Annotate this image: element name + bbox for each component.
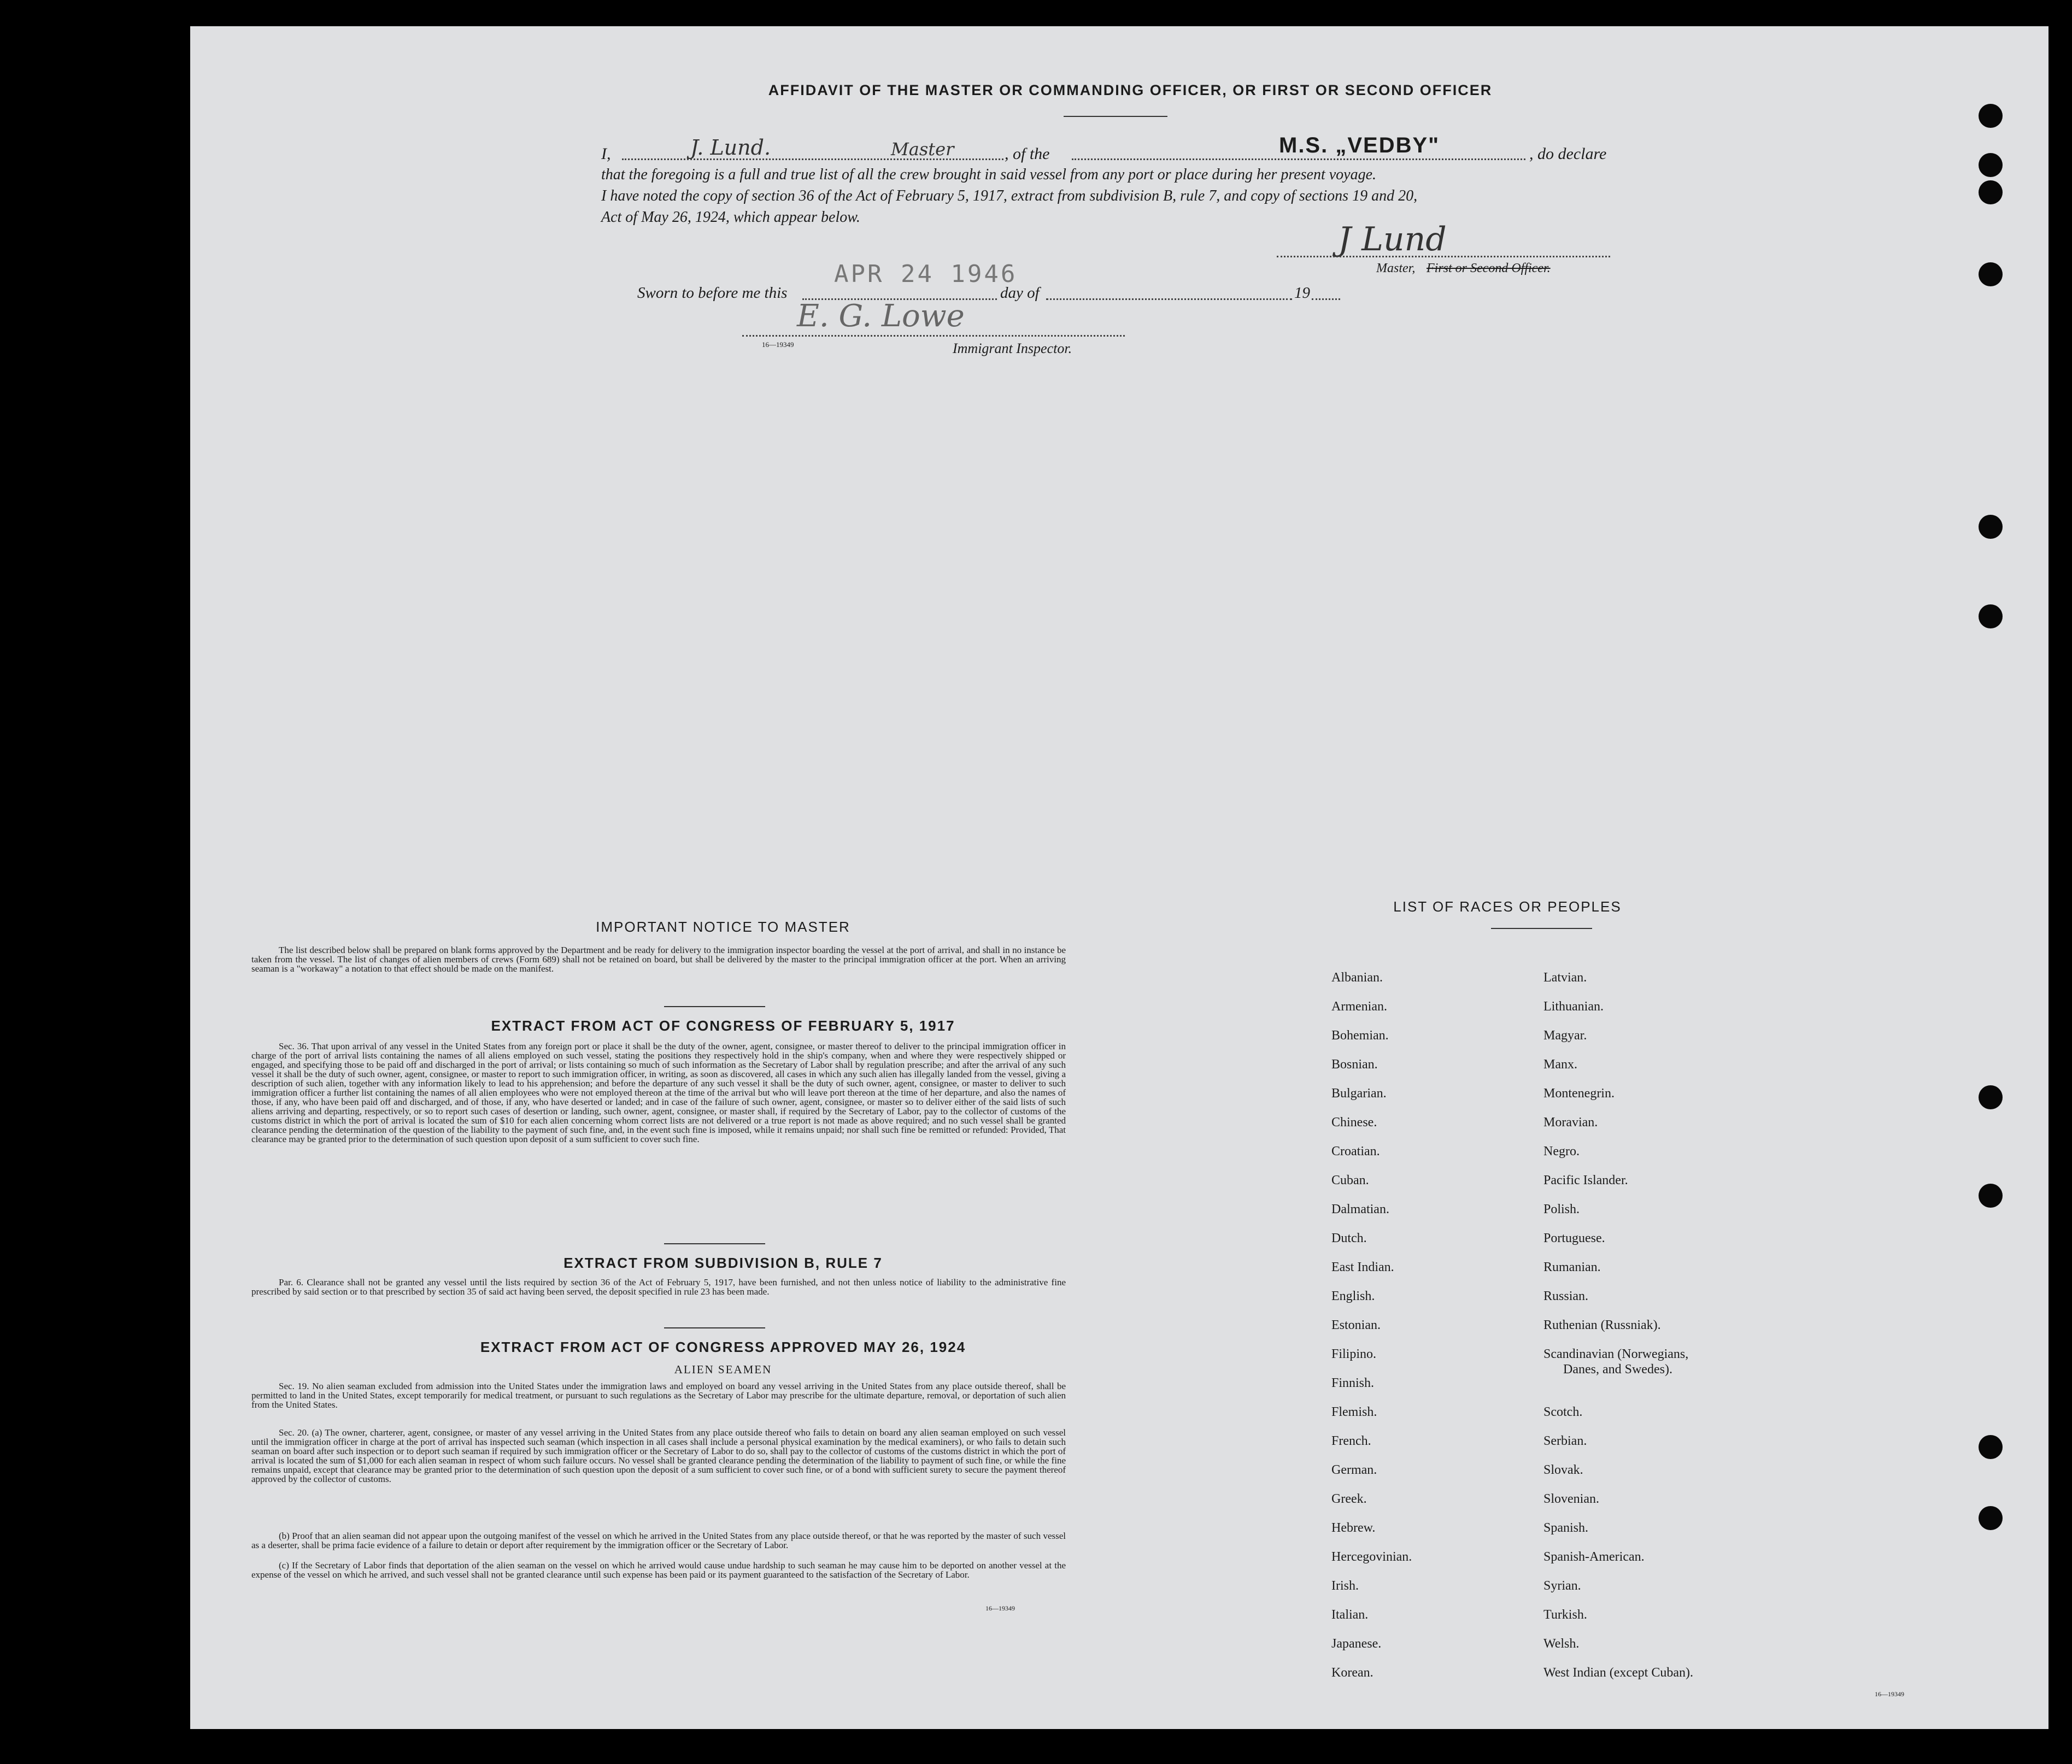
extract-rule7-text: Par. 6. Clearance shall not be granted any vessel until the lists required by section 36 of the Act of February 5, 1917, have been furnished, and not then unless notice of liability to the administrative fine prescribed by said section or to that prescribed by section 35 of said act having been served, the deposit specified in rule 23 has been made.: [251, 1277, 1066, 1297]
sec-19-text: Sec. 19. No alien seaman excluded from admission into the United States under the immigration laws and employed on board any vessel arriving in the United States from any place outside thereof, shall be permitted to land in the United States, except temporarily for medical treatment, or pursuant to such regulations as the Secretary of Labor may prescribe for the ultimate departure, removal, or deportation of such alien from the United States.: [251, 1381, 1066, 1410]
notice-text: The list described below shall be prepared on blank forms approved by the Department and be ready for delivery to the immigration inspector boarding the vessel at the port of arrival, and shall in no instance be taken from the vessel. The list of changes of alien members of crews (Form 689) shall not be retained on board, but shall be delivered by the master to the principal immigration officer at the port. When an arriving seaman is a "workaway" a notation to that effect should be made on the manifest.: [251, 945, 1066, 974]
race-item: Irish.: [1331, 1579, 1359, 1593]
race-item: Spanish.: [1543, 1521, 1589, 1535]
sec-20a-text: Sec. 20. (a) The owner, charterer, agent, consignee, or master of any vessel arriving in the United States from any place outside thereof who fails to detain on board any alien seaman employed on such vessel until the immigration officer in charge at the port of arrival has inspected such seaman (which inspection in all cases shall include a personal physical examination by the medical examiners), or who fails to detain such seaman on board after such inspection or to deport such seaman if required by such immigration officer or the Secretary of Labor to do so, shall pay to the collector of customs of the customs district in which the port of arrival is located the sum of $1,000 for each alien seaman in respect of whom such failure occurs. No vessel shall be granted clearance pending the determination of the liability to payment of such fine, or while the fine remains unpaid, except that clearance may be granted prior to the determination of such question upon the deposit of a sum sufficient to cover such fine, or of a bond with sufficient surety to secure the payment thereof approved by the collector of customs.: [251, 1427, 1066, 1484]
race-item: Lithuanian.: [1543, 999, 1604, 1014]
race-item: Slovak.: [1543, 1463, 1583, 1477]
master-signature: J Lund: [1338, 220, 1447, 258]
race-item-continuation: Danes, and Swedes).: [1563, 1362, 1672, 1377]
race-item: West Indian (except Cuban).: [1543, 1666, 1693, 1680]
binder-hole: [1979, 1085, 2003, 1109]
document-sheet: [190, 26, 2048, 1729]
year-line: [1312, 298, 1340, 300]
race-item: Dalmatian.: [1331, 1202, 1389, 1216]
affidavit-title: AFFIDAVIT OF THE MASTER OR COMMANDING OFFICER, OR FIRST OR SECOND OFFICER: [768, 82, 1493, 98]
race-item: Japanese.: [1331, 1637, 1382, 1651]
binder-hole: [1979, 180, 2003, 204]
master-name-handwriting: J. Lund.: [690, 136, 771, 160]
binder-hole: [1979, 262, 2003, 286]
races-divider: [1491, 928, 1592, 929]
notice-title: IMPORTANT NOTICE TO MASTER: [596, 919, 850, 935]
divider-2: [664, 1243, 765, 1244]
race-item: East Indian.: [1331, 1260, 1394, 1274]
form-number-right: 16—19349: [1875, 1690, 1904, 1698]
race-item: Scandinavian (Norwegians,: [1543, 1347, 1689, 1361]
race-item: Bohemian.: [1331, 1028, 1389, 1043]
sworn-label: Sworn to before me this: [637, 284, 788, 302]
race-item: Italian.: [1331, 1608, 1369, 1622]
race-item: Pacific Islander.: [1543, 1173, 1628, 1187]
master-signature-line: [1277, 256, 1610, 257]
race-item: Filipino.: [1331, 1347, 1377, 1361]
race-item: Slovenian.: [1543, 1492, 1599, 1506]
race-item: Cuban.: [1331, 1173, 1369, 1187]
rank-handwriting: Master: [891, 139, 954, 160]
vessel-name: M.S. „VEDBY": [1279, 133, 1440, 157]
race-item: Russian.: [1543, 1289, 1589, 1303]
title-divider: [1064, 116, 1167, 117]
race-item: Greek.: [1331, 1492, 1367, 1506]
form-number-left: 16—19349: [985, 1604, 1015, 1612]
race-item: German.: [1331, 1463, 1377, 1477]
binder-hole: [1979, 104, 2003, 128]
year-label: 19: [1294, 284, 1310, 302]
month-line: [1046, 298, 1292, 300]
race-item: Serbian.: [1543, 1434, 1587, 1448]
race-item: Magyar.: [1543, 1028, 1587, 1043]
of-the-label: , of the: [1005, 145, 1050, 163]
race-item: Finnish.: [1331, 1376, 1375, 1390]
race-item: Syrian.: [1543, 1579, 1581, 1593]
do-declare-label: , do declare: [1529, 145, 1607, 163]
race-item: Bulgarian.: [1331, 1086, 1387, 1101]
race-item: Korean.: [1331, 1666, 1373, 1680]
sec-20c-text: (c) If the Secretary of Labor finds that deportation of the alien seaman on the vessel on which he arrived would cause undue hardship to such seaman he may cause him to be deported on another vessel at the expense of the vessel on which he arrived, and such vessel shall not be granted clearance until such expense has been paid or its payment guaranteed to the satisfaction of the Secretary of Labor.: [251, 1560, 1066, 1580]
race-item: Turkish.: [1543, 1608, 1587, 1622]
extract-rule7-title: EXTRACT FROM SUBDIVISION B, RULE 7: [564, 1255, 883, 1271]
race-item: Estonian.: [1331, 1318, 1381, 1332]
race-item: Scotch.: [1543, 1405, 1583, 1419]
race-item: Spanish-American.: [1543, 1550, 1645, 1564]
i-label: I,: [601, 145, 611, 163]
race-item: Welsh.: [1543, 1637, 1580, 1651]
race-item: Latvian.: [1543, 971, 1587, 985]
affidavit-line-4: Act of May 26, 1924, which appear below.: [601, 209, 860, 226]
master-label: Master,: [1376, 261, 1416, 275]
sec-20b-text: (b) Proof that an alien seaman did not appear upon the outgoing manifest of the vessel on which he arrived in the United States from any place outside thereof, or that he was reported by the master of such vessel as a deserter, shall be prima facie evidence of a failure to detain or deport after requirement by the immigration officer or the Secretary of Labor.: [251, 1531, 1066, 1550]
extract-1917-text: Sec. 36. That upon arrival of any vessel in the United States from any foreign port or place it shall be the duty of the owner, agent, consignee, or master thereof to deliver to the principal immigration officer in charge of the port of arrival lists containing the names of all aliens employed on such vessel, stating the positions they respectively hold in the ship's company, when and where they were respectively shipped or engaged, and specifying those to be paid off and discharged in the port of arrival; or lists containing so much of such information as the Secretary of Labor shall by regulation prescribe; and after the arrival of any such vessel it shall be the duty of such owner, agent, consignee, or master to report to such immigration officer, in writing, as soon as discovered, all cases in which any such alien has illegally landed from the vessel, giving a description of such alien, together with any information likely to lead to his apprehension; and before the departure of any such vessel it shall be the duty of such owner, agent, consignee, or master to deliver to such immigration officer a further list containing the names of all alien employees who were not employed thereon at the time of the arrival but who will leave port thereon at the time of her departure, and also the names of those, if any, who have been paid off and discharged, and of those, if any, who have deserted or landed; and in case of the failure of such owner, agent, consignee, or master so to deliver either of the said lists of such aliens arriving and departing, respectively, or so to report such cases of desertion or landing, such owner, agent, consignee, or master shall, if required by the Secretary of Labor, pay to the collector of customs of the customs district in which the port of arrival is located the sum of $10 for each alien concerning whom correct lists are not delivered or a true report is not made as above required; and no such vessel shall be granted clearance pending the determination of the question of the liability to the payment of such fine, and, in the event such fine is imposed, while it remains unpaid; nor shall such fine be remitted or refunded: Provided, That clearance may be granted prior to the determination of such question upon deposit of a sum sufficient to cover such fine.: [251, 1041, 1066, 1144]
race-item: Polish.: [1543, 1202, 1580, 1216]
race-item: Hercegovinian.: [1331, 1550, 1412, 1564]
inspector-label: Immigrant Inspector.: [953, 340, 1072, 356]
form-number-top: 16—19349: [762, 340, 794, 349]
race-item: French.: [1331, 1434, 1371, 1448]
race-item: Portuguese.: [1543, 1231, 1605, 1245]
alien-seamen-subtitle: ALIEN SEAMEN: [674, 1363, 772, 1376]
race-item: Negro.: [1543, 1144, 1580, 1159]
day-of-label: day of: [1000, 284, 1040, 302]
binder-hole: [1979, 604, 2003, 628]
divider-1: [664, 1006, 765, 1007]
races-title: LIST OF RACES OR PEOPLES: [1393, 898, 1622, 915]
race-item: Flemish.: [1331, 1405, 1377, 1419]
inspector-signature: E. G. Lowe: [797, 298, 965, 334]
race-item: Dutch.: [1331, 1231, 1367, 1245]
inspector-signature-line: [742, 335, 1125, 337]
binder-hole: [1979, 515, 2003, 539]
extract-1917-title: EXTRACT FROM ACT OF CONGRESS OF FEBRUARY 5, 1917: [491, 1018, 955, 1034]
affidavit-line-3: I have noted the copy of section 36 of the Act of February 5, 1917, extract from subdivision B, rule 7, and copy of sections 19 and 20,: [601, 187, 1418, 204]
affidavit-line-2: that the foregoing is a full and true list of all the crew brought in said vessel from any port or place during her present voyage.: [601, 166, 1377, 183]
race-item: Montenegrin.: [1543, 1086, 1615, 1101]
race-item: Chinese.: [1331, 1115, 1377, 1130]
race-item: Rumanian.: [1543, 1260, 1601, 1274]
race-item: Hebrew.: [1331, 1521, 1376, 1535]
binder-hole: [1979, 153, 2003, 177]
race-item: Ruthenian (Russniak).: [1543, 1318, 1661, 1332]
race-item: Bosnian.: [1331, 1057, 1378, 1072]
race-item: Albanian.: [1331, 971, 1383, 985]
date-stamp: APR 24 1946: [834, 260, 1018, 288]
binder-hole: [1979, 1506, 2003, 1530]
binder-hole: [1979, 1184, 2003, 1208]
race-item: Manx.: [1543, 1057, 1577, 1072]
race-item: Croatian.: [1331, 1144, 1380, 1159]
extract-1924-title: EXTRACT FROM ACT OF CONGRESS APPROVED MAY 26, 1924: [480, 1339, 966, 1355]
race-item: Moravian.: [1543, 1115, 1598, 1130]
race-item: English.: [1331, 1289, 1375, 1303]
divider-3: [664, 1327, 765, 1328]
binder-hole: [1979, 1435, 2003, 1459]
struck-officer-label: First or Second Officer.: [1427, 261, 1551, 275]
race-item: Armenian.: [1331, 999, 1387, 1014]
vessel-line: [1072, 158, 1525, 160]
